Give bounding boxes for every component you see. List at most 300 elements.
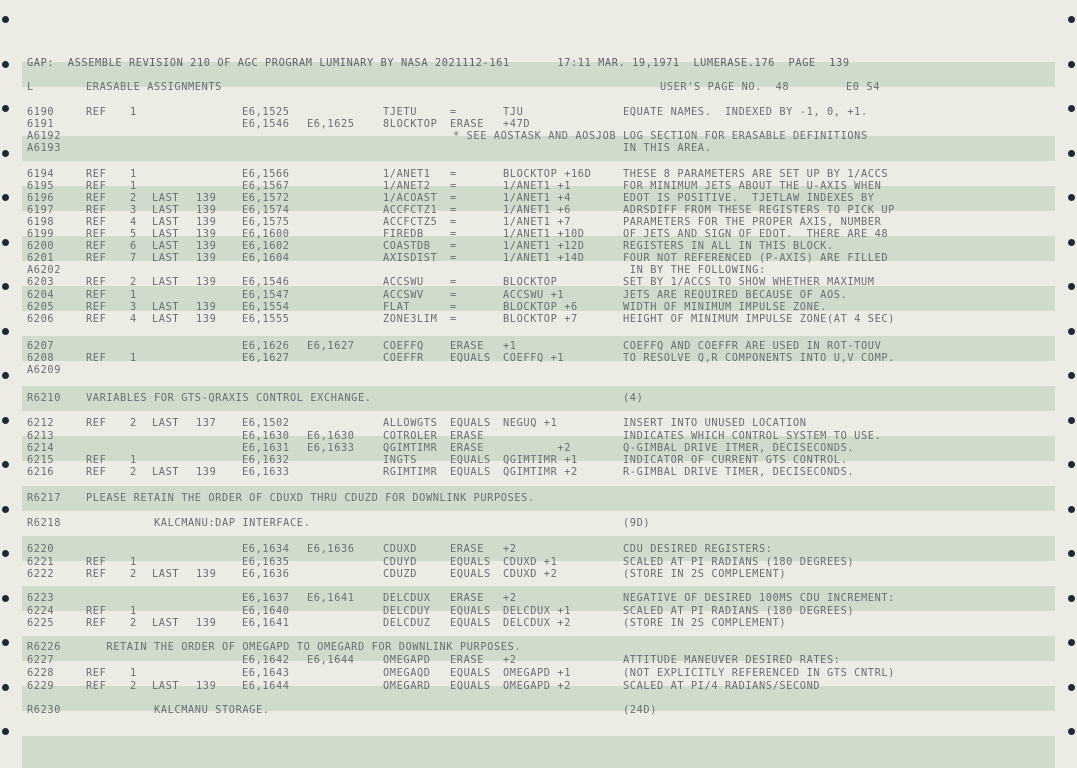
listing-line-number: A6209 — [27, 364, 61, 376]
address-end: E6,1630 — [307, 430, 355, 442]
opcode: EQUALS — [450, 352, 491, 364]
symbol: DELCDUY — [383, 605, 431, 617]
comment: OF JETS AND SIGN OF EDOT. THERE ARE 48 — [623, 228, 889, 240]
listing-line-number: 6229 — [27, 680, 55, 692]
comment: IN THIS AREA. — [623, 142, 712, 154]
operand: OMEGAPD +2 — [503, 680, 571, 692]
operand: +47D — [503, 118, 531, 130]
ref-label: REF — [86, 252, 107, 264]
symbol: RGIMTIMR — [383, 466, 438, 478]
operand: 1/ANET1 +10D — [503, 228, 585, 240]
section-title: ERASABLE ASSIGNMENTS — [86, 81, 222, 93]
comment: INDICATOR OF CURRENT GTS CONTROL. — [623, 454, 848, 466]
opcode: ERASE — [450, 118, 484, 130]
ref-count: 3 — [130, 204, 137, 216]
listing-line-number: 6225 — [27, 617, 55, 629]
listing-line-number: R6226 — [27, 641, 61, 653]
address: E6,1600 — [242, 228, 290, 240]
feed-hole — [2, 372, 9, 379]
feed-hole — [1068, 728, 1075, 735]
opcode: EQUALS — [450, 466, 491, 478]
ref-label: REF — [86, 568, 107, 580]
listing-line-number: 6200 — [27, 240, 55, 252]
address: E6,1631 — [242, 442, 290, 454]
feed-hole — [1068, 16, 1075, 23]
operand: BLOCKTOP +7 — [503, 313, 578, 325]
comment: FOUR NOT REFERENCED (P-AXIS) ARE FILLED — [623, 252, 889, 264]
operand: +2 — [503, 543, 517, 555]
opcode: = — [450, 240, 457, 252]
opcode: = — [450, 168, 457, 180]
feed-hole — [2, 461, 9, 468]
address: E6,1627 — [242, 352, 290, 364]
comment: IN BY THE FOLLOWING: — [623, 264, 766, 276]
ref-label: REF — [86, 301, 107, 313]
listing-line-number: R6210 — [27, 392, 61, 404]
symbol: 1/ACOAST — [383, 192, 438, 204]
symbol: DELCDUZ — [383, 617, 431, 629]
ref-label: REF — [86, 168, 107, 180]
comment: ATTITUDE MANEUVER DESIRED RATES: — [623, 654, 841, 666]
comment: INSERT INTO UNUSED LOCATION — [623, 417, 807, 429]
listing-line-number: 6208 — [27, 352, 55, 364]
operand: BLOCKTOP — [503, 276, 558, 288]
opcode: EQUALS — [450, 617, 491, 629]
operand: DELCDUX +2 — [503, 617, 571, 629]
ref-label: REF — [86, 192, 107, 204]
opcode: ERASE — [450, 543, 484, 555]
section-label: L — [27, 81, 34, 93]
address: E6,1567 — [242, 180, 290, 192]
listing-line-number: R6230 — [27, 704, 61, 716]
operand: NEGUQ +1 — [503, 417, 558, 429]
symbol: FIREDB — [383, 228, 424, 240]
ref-count: 2 — [130, 192, 137, 204]
symbol: QGIMTIMR — [383, 442, 438, 454]
operand: 1/ANET1 +14D — [503, 252, 585, 264]
symbol: 1/ANET2 — [383, 180, 431, 192]
last-page: 139 — [196, 240, 217, 252]
ref-label: REF — [86, 289, 107, 301]
last-page: 137 — [196, 417, 217, 429]
comment: THESE 8 PARAMETERS ARE SET UP BY 1/ACCS — [623, 168, 889, 180]
ref-label: REF — [86, 313, 107, 325]
ref-count: 3 — [130, 301, 137, 313]
ref-label: REF — [86, 180, 107, 192]
greenbar-band — [22, 736, 1055, 768]
feed-hole — [1068, 372, 1075, 379]
ref-label: REF — [86, 617, 107, 629]
remark-text: PLEASE RETAIN THE ORDER OF CDUXD THRU CDUZD FOR DOWNLINK PURPOSES. — [86, 492, 535, 504]
feed-hole — [2, 239, 9, 246]
last-page: 139 — [196, 617, 217, 629]
feed-hole — [2, 639, 9, 646]
listing-line-number: 6224 — [27, 605, 55, 617]
last-label: LAST — [152, 252, 180, 264]
symbol: CDUXD — [383, 543, 417, 555]
comment: R-GIMBAL DRIVE TIMER, DECISECONDS. — [623, 466, 855, 478]
feed-hole — [1068, 595, 1075, 602]
symbol: CDUZD — [383, 568, 417, 580]
symbol: ACCSWV — [383, 289, 424, 301]
operand: +2 — [503, 654, 517, 666]
operand: BLOCKTOP +16D — [503, 168, 592, 180]
operand: CDUXD +1 — [503, 556, 558, 568]
feed-hole — [1068, 506, 1075, 513]
ref-label: REF — [86, 204, 107, 216]
page-header — [0, 57, 850, 69]
feed-hole — [2, 417, 9, 424]
address: E6,1637 — [242, 592, 290, 604]
opcode: ERASE — [450, 430, 484, 442]
listing-line-number: 6194 — [27, 168, 55, 180]
symbol: COASTDB — [383, 240, 431, 252]
last-page: 139 — [196, 301, 217, 313]
comment: FOR MINIMUM JETS ABOUT THE U-AXIS WHEN — [623, 180, 882, 192]
remark-text: RETAIN THE ORDER OF OMEGAPD TO OMEGARD FOR DOWNLINK PURPOSES. — [86, 641, 522, 653]
operand: OMEGAPD +1 — [503, 667, 571, 679]
address: E6,1604 — [242, 252, 290, 264]
remark-text: KALCMANU:DAP INTERFACE. — [86, 517, 311, 529]
operand: +2 — [503, 442, 571, 454]
ref-label: REF — [86, 106, 107, 118]
address: E6,1641 — [242, 617, 290, 629]
address-end: E6,1633 — [307, 442, 355, 454]
ref-count: 2 — [130, 417, 137, 429]
opcode: EQUALS — [450, 605, 491, 617]
ref-count: 1 — [130, 556, 137, 568]
ref-count: 7 — [130, 252, 137, 264]
listing-line-number: 6190 — [27, 106, 55, 118]
remark-text: KALCMANU STORAGE. — [86, 704, 270, 716]
feed-hole — [1068, 328, 1075, 335]
feed-hole — [2, 728, 9, 735]
opcode: = — [450, 180, 457, 192]
last-label: LAST — [152, 466, 180, 478]
symbol: COTROLER — [383, 430, 438, 442]
opcode: = — [450, 106, 457, 118]
operand: 1/ANET1 +4 — [503, 192, 571, 204]
opcode: ERASE — [450, 654, 484, 666]
symbol: ACCFCTZ5 — [383, 216, 438, 228]
ref-count: 4 — [130, 313, 137, 325]
last-page: 139 — [196, 192, 217, 204]
listing-line-number: 6227 — [27, 654, 55, 666]
listing-line-number: R6218 — [27, 517, 61, 529]
feed-hole — [2, 550, 9, 557]
feed-hole — [1068, 550, 1075, 557]
address-end: E6,1636 — [307, 543, 355, 555]
opcode: EQUALS — [450, 680, 491, 692]
ref-label: REF — [86, 667, 107, 679]
remark-text: VARIABLES FOR GTS-QRAXIS CONTROL EXCHANGE. — [86, 392, 372, 404]
feed-hole — [1068, 61, 1075, 68]
address: E6,1555 — [242, 313, 290, 325]
feed-hole — [1068, 105, 1075, 112]
last-page: 139 — [196, 313, 217, 325]
comment: SCALED AT PI/4 RADIANS/SECOND — [623, 680, 821, 692]
opcode: = — [450, 216, 457, 228]
address: E6,1502 — [242, 417, 290, 429]
feed-hole — [1068, 461, 1075, 468]
ref-label: REF — [86, 556, 107, 568]
operand: +2 — [503, 592, 517, 604]
listing-line-number: 6221 — [27, 556, 55, 568]
last-label: LAST — [152, 417, 180, 429]
feed-hole — [2, 506, 9, 513]
ref-count: 2 — [130, 568, 137, 580]
address: E6,1566 — [242, 168, 290, 180]
comment: SCALED AT PI RADIANS (180 DEGREES) — [623, 605, 855, 617]
comment: COEFFQ AND COEFFR ARE USED IN ROT-TOUV — [623, 340, 882, 352]
ref-count: 1 — [130, 454, 137, 466]
operand: 1/ANET1 +7 — [503, 216, 571, 228]
address: E6,1575 — [242, 216, 290, 228]
ref-label: REF — [86, 216, 107, 228]
comment: TO RESOLVE Q,R COMPONENTS INTO U,V COMP. — [623, 352, 895, 364]
last-label: LAST — [152, 228, 180, 240]
symbol: FLAT — [383, 301, 411, 313]
comment: (24D) — [623, 704, 657, 716]
feed-hole — [1068, 150, 1075, 157]
address: E6,1574 — [242, 204, 290, 216]
operand: +1 — [503, 340, 517, 352]
operand: 1/ANET1 +1 — [503, 180, 571, 192]
opcode: EQUALS — [450, 417, 491, 429]
symbol: OMEGARD — [383, 680, 431, 692]
listing-line-number: 6203 — [27, 276, 55, 288]
feed-hole — [2, 595, 9, 602]
last-label: LAST — [152, 313, 180, 325]
feed-hole — [2, 194, 9, 201]
last-label: LAST — [152, 204, 180, 216]
operand: COEFFQ +1 — [503, 352, 565, 364]
last-label: LAST — [152, 680, 180, 692]
last-label: LAST — [152, 276, 180, 288]
listing-line-number: 6205 — [27, 301, 55, 313]
listing-line-number: 6228 — [27, 667, 55, 679]
ref-count: 5 — [130, 228, 137, 240]
address: E6,1633 — [242, 466, 290, 478]
operand: QGIMTIMR +2 — [503, 466, 578, 478]
feed-hole — [2, 328, 9, 335]
opcode: = — [450, 289, 457, 301]
ref-label: REF — [86, 228, 107, 240]
ref-count: 2 — [130, 276, 137, 288]
symbol: CDUYD — [383, 556, 417, 568]
comment: HEIGHT OF MINIMUM IMPULSE ZONE(AT 4 SEC) — [623, 313, 895, 325]
symbol: COEFFR — [383, 352, 424, 364]
symbol: OMEGAQD — [383, 667, 431, 679]
remark-text: * SEE AOSTASK AND AOSJOB — [453, 130, 617, 142]
last-page: 139 — [196, 216, 217, 228]
address: E6,1626 — [242, 340, 290, 352]
listing-line-number: 6206 — [27, 313, 55, 325]
comment: CDU DESIRED REGISTERS: — [623, 543, 773, 555]
last-page: 139 — [196, 204, 217, 216]
ref-label: REF — [86, 240, 107, 252]
ref-count: 1 — [130, 106, 137, 118]
listing-line-number: 6214 — [27, 442, 55, 454]
feed-hole — [2, 283, 9, 290]
ref-label: REF — [86, 352, 107, 364]
comment: SET BY 1/ACCS TO SHOW WHETHER MAXIMUM — [623, 276, 875, 288]
feed-hole — [2, 16, 9, 23]
symbol: INGTS — [383, 454, 417, 466]
opcode: EQUALS — [450, 568, 491, 580]
address: E6,1554 — [242, 301, 290, 313]
users-page-number: USER'S PAGE NO. 48 — [660, 81, 790, 93]
listing-line-number: 6204 — [27, 289, 55, 301]
address: E6,1547 — [242, 289, 290, 301]
symbol: 1/ANET1 — [383, 168, 431, 180]
last-label: LAST — [152, 568, 180, 580]
comment: SCALED AT PI RADIANS (180 DEGREES) — [623, 556, 855, 568]
operand: 1/ANET1 +6 — [503, 204, 571, 216]
ref-count: 2 — [130, 680, 137, 692]
section-header — [0, 81, 880, 93]
ref-count: 6 — [130, 240, 137, 252]
opcode: EQUALS — [450, 454, 491, 466]
ref-label: REF — [86, 605, 107, 617]
feed-hole — [1068, 239, 1075, 246]
feed-hole — [1068, 194, 1075, 201]
operand: CDUXD +2 — [503, 568, 558, 580]
comment: INDICATES WHICH CONTROL SYSTEM TO USE. — [623, 430, 882, 442]
comment: NEGATIVE OF DESIRED 100MS CDU INCREMENT: — [623, 592, 895, 604]
address: E6,1634 — [242, 543, 290, 555]
symbol: ACCSWU — [383, 276, 424, 288]
address: E6,1644 — [242, 680, 290, 692]
address: E6,1643 — [242, 667, 290, 679]
operand: 1/ANET1 +12D — [503, 240, 585, 252]
listing-line-number: A6202 — [27, 264, 61, 276]
ref-label: REF — [86, 680, 107, 692]
comment: PARAMETERS FOR THE PROPER AXIS, NUMBER — [623, 216, 882, 228]
listing-line-number: A6193 — [27, 142, 61, 154]
listing-line-number: 6207 — [27, 340, 55, 352]
opcode: = — [450, 252, 457, 264]
feed-hole — [1068, 684, 1075, 691]
comment: Q-GIMBAL DRIVE ITMER, DECISECONDS. — [623, 442, 855, 454]
listing-line-number: 6223 — [27, 592, 55, 604]
ref-count: 2 — [130, 617, 137, 629]
last-label: LAST — [152, 617, 180, 629]
ref-count: 1 — [130, 605, 137, 617]
ref-count: 1 — [130, 352, 137, 364]
listing-line-number: 6220 — [27, 543, 55, 555]
comment: LOG SECTION FOR ERASABLE DEFINITIONS — [623, 130, 868, 142]
listing-line-number: A6192 — [27, 130, 61, 142]
listing-line-number: 6222 — [27, 568, 55, 580]
address: E6,1632 — [242, 454, 290, 466]
address: E6,1525 — [242, 106, 290, 118]
operand: TJU — [503, 106, 524, 118]
comment: ADRSDIFF FROM THESE REGISTERS TO PICK UP — [623, 204, 895, 216]
comment: JETS ARE REQUIRED BECAUSE OF AOS. — [623, 289, 848, 301]
address: E6,1572 — [242, 192, 290, 204]
address-end: E6,1641 — [307, 592, 355, 604]
operand: BLOCKTOP +6 — [503, 301, 578, 313]
operand: QGIMTIMR +1 — [503, 454, 578, 466]
ref-label: REF — [86, 417, 107, 429]
ref-count: 4 — [130, 216, 137, 228]
listing-line-number: 6196 — [27, 192, 55, 204]
address: E6,1636 — [242, 568, 290, 580]
comment: EDOT IS POSITIVE. TJETLAW INDEXES BY — [623, 192, 875, 204]
address: E6,1630 — [242, 430, 290, 442]
opcode: = — [450, 228, 457, 240]
comment: (9D) — [623, 517, 651, 529]
symbol: ALLOWGTS — [383, 417, 438, 429]
symbol: OMEGAPD — [383, 654, 431, 666]
comment: EQUATE NAMES. INDEXED BY -1, 0, +1. — [623, 106, 868, 118]
listing-line-number: R6217 — [27, 492, 61, 504]
ref-label: REF — [86, 466, 107, 478]
address: E6,1635 — [242, 556, 290, 568]
listing-line-number: 6212 — [27, 417, 55, 429]
ref-label: REF — [86, 454, 107, 466]
eo-marker: E0 S4 — [846, 81, 880, 93]
opcode: ERASE — [450, 340, 484, 352]
address-end: E6,1627 — [307, 340, 355, 352]
comment: (STORE IN 2S COMPLEMENT) — [623, 568, 787, 580]
address-end: E6,1625 — [307, 118, 355, 130]
opcode: = — [450, 313, 457, 325]
last-page: 139 — [196, 680, 217, 692]
opcode: = — [450, 192, 457, 204]
listing-line-number: 6199 — [27, 228, 55, 240]
comment: (4) — [623, 392, 644, 404]
symbol: COEFFQ — [383, 340, 424, 352]
listing-line-number: 6198 — [27, 216, 55, 228]
opcode: EQUALS — [450, 667, 491, 679]
listing-line-number: 6191 — [27, 118, 55, 130]
operand: ACCSWU +1 — [503, 289, 565, 301]
last-page: 139 — [196, 228, 217, 240]
last-label: LAST — [152, 192, 180, 204]
last-page: 139 — [196, 568, 217, 580]
address: E6,1642 — [242, 654, 290, 666]
ref-count: 2 — [130, 466, 137, 478]
listing-line-number: 6215 — [27, 454, 55, 466]
feed-hole — [1068, 417, 1075, 424]
listing-line-number: 6213 — [27, 430, 55, 442]
symbol: ACCFCTZ1 — [383, 204, 438, 216]
listing-line-number: 6195 — [27, 180, 55, 192]
symbol: TJETU — [383, 106, 417, 118]
symbol: DELCDUX — [383, 592, 431, 604]
symbol: AXISDIST — [383, 252, 438, 264]
ref-label: REF — [86, 276, 107, 288]
last-page: 139 — [196, 252, 217, 264]
address-end: E6,1644 — [307, 654, 355, 666]
listing-line-number: 6216 — [27, 466, 55, 478]
comment: WIDTH OF MINIMUM IMPULSE ZONE. — [623, 301, 827, 313]
opcode: = — [450, 204, 457, 216]
last-page: 139 — [196, 466, 217, 478]
feed-hole — [1068, 639, 1075, 646]
opcode: EQUALS — [450, 556, 491, 568]
header-title-line: GAP: ASSEMBLE REVISION 210 OF AGC PROGRAM LUMINARY BY NASA 2021112-161 17:11 MAR. 19,1971 LUMERASE.176 PAGE 139 — [27, 57, 850, 69]
opcode: = — [450, 276, 457, 288]
listing-line-number: 6201 — [27, 252, 55, 264]
operand: DELCDUX +1 — [503, 605, 571, 617]
comment: REGISTERS IN ALL IN THIS BLOCK. — [623, 240, 834, 252]
symbol: 8LOCKTOP — [383, 118, 438, 130]
comment: (NOT EXPLICITLY REFERENCED IN GTS CNTRL) — [623, 667, 895, 679]
ref-count: 1 — [130, 168, 137, 180]
